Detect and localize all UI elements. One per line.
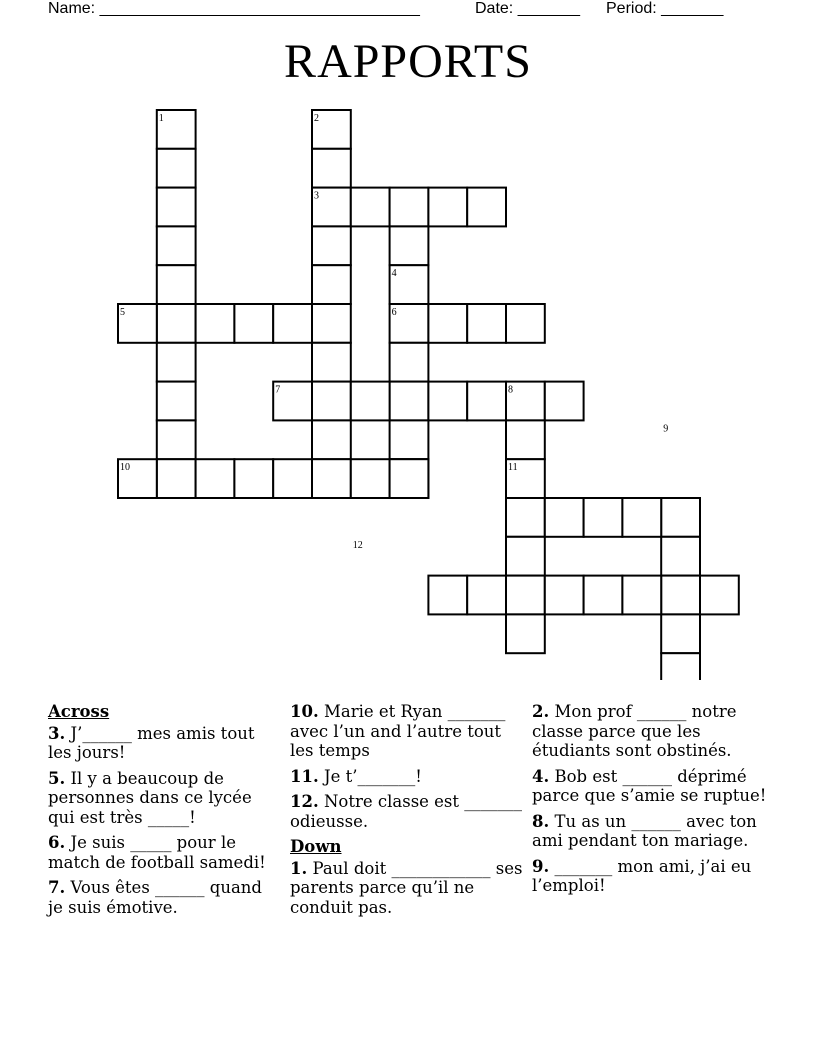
grid-cell[interactable] xyxy=(506,420,545,459)
grid-cell[interactable] xyxy=(661,498,700,537)
cell-number: 1 xyxy=(158,113,164,124)
grid-cell[interactable] xyxy=(312,343,351,382)
grid-cell[interactable] xyxy=(312,382,351,421)
clue-down-8 xyxy=(532,812,778,851)
date-field-label: Date: _______ xyxy=(475,0,580,17)
cell-number: 5 xyxy=(120,307,125,318)
grid-cell[interactable] xyxy=(390,459,429,498)
grid-cell[interactable] xyxy=(661,614,700,653)
name-field-label: Name: ____________________________________ xyxy=(48,0,420,17)
grid-cell[interactable] xyxy=(467,188,506,227)
clue-text: _______ mon ami, j’ai eu l’emploi! xyxy=(532,856,752,895)
grid-cell[interactable] xyxy=(312,420,351,459)
grid-cell[interactable] xyxy=(428,188,467,227)
clue-text: Mon prof ______ notre classe parce que les étudiants sont obstinés. xyxy=(532,702,737,760)
clue-number: 8. xyxy=(532,811,550,831)
across-heading: Across xyxy=(48,702,110,721)
grid-cell[interactable] xyxy=(157,226,196,265)
grid-cell[interactable] xyxy=(661,576,700,615)
grid-cell[interactable] xyxy=(506,498,545,537)
grid-cell[interactable] xyxy=(584,498,623,537)
clue-number: 1. xyxy=(290,858,308,878)
grid-cell[interactable] xyxy=(157,304,196,343)
grid-cell[interactable] xyxy=(428,576,467,615)
clue-number: 12. xyxy=(290,792,319,811)
clue-number: 9. xyxy=(532,856,550,876)
grid-cell[interactable] xyxy=(312,459,351,498)
grid-cell[interactable] xyxy=(661,653,700,680)
clue-number: 11. xyxy=(290,766,319,786)
cell-number: 4 xyxy=(391,268,397,280)
clue-down-4 xyxy=(532,767,778,806)
grid-cell[interactable] xyxy=(622,576,661,615)
clue-text: Il y a beaucoup de personnes dans ce lycée qui est très _____! xyxy=(48,768,252,827)
clue-text: Je t’_______! xyxy=(323,766,422,786)
clue-text: J’______ mes amis tout les jours! xyxy=(48,723,255,762)
grid-cell[interactable] xyxy=(351,459,390,498)
period-field-label: Period: _______ xyxy=(606,0,724,17)
cell-number: 12 xyxy=(352,539,363,551)
clue-text: Paul doit ____________ ses parents parce qu’il ne conduit pas. xyxy=(290,858,523,917)
grid-cell[interactable] xyxy=(196,304,235,343)
grid-cell[interactable] xyxy=(506,537,545,576)
clues-column-2 xyxy=(290,702,526,923)
grid-cell[interactable] xyxy=(390,226,429,265)
clue-across-12 xyxy=(290,792,526,831)
cell-number: 3 xyxy=(314,190,319,202)
grid-cell[interactable] xyxy=(545,576,584,615)
clue-across-3 xyxy=(48,724,280,763)
grid-cell[interactable] xyxy=(312,265,351,304)
grid-cell[interactable] xyxy=(428,382,467,421)
clue-number: 10. xyxy=(290,702,319,721)
grid-cell[interactable] xyxy=(700,576,739,615)
grid-cell[interactable] xyxy=(157,265,196,304)
clue-down-9 xyxy=(532,857,778,896)
clue-text: Vous êtes ______ quand je suis émotive. xyxy=(48,878,262,917)
cell-number: 11 xyxy=(508,462,518,474)
grid-cell[interactable] xyxy=(390,343,429,382)
clue-text: Je suis _____ pour le match de football samedi! xyxy=(48,833,266,872)
grid-cell[interactable] xyxy=(467,304,506,343)
clue-number: 4. xyxy=(532,766,550,786)
clues-column-1 xyxy=(48,702,280,923)
clues-column-3 xyxy=(532,702,778,902)
grid-cell[interactable] xyxy=(273,304,312,343)
grid-cell[interactable] xyxy=(157,343,196,382)
clue-number: 5. xyxy=(48,768,66,788)
grid-cell[interactable] xyxy=(390,382,429,421)
grid-cell[interactable] xyxy=(312,304,351,343)
grid-cell[interactable] xyxy=(506,614,545,653)
grid-cell[interactable] xyxy=(390,188,429,227)
grid-cell[interactable] xyxy=(506,576,545,615)
clue-down-2 xyxy=(532,702,778,761)
grid-cell[interactable] xyxy=(157,149,196,188)
grid-cell[interactable] xyxy=(234,304,273,343)
grid-cell[interactable] xyxy=(157,188,196,227)
grid-cell[interactable] xyxy=(467,576,506,615)
grid-cell[interactable] xyxy=(584,576,623,615)
grid-cell[interactable] xyxy=(545,382,584,421)
clue-across-7 xyxy=(48,878,280,917)
clue-text: Bob est ______ déprimé parce que s’amie se ruptue! xyxy=(532,766,767,805)
grid-cell[interactable] xyxy=(428,304,467,343)
clue-text: Marie et Ryan _______ avec l’un and l’autre tout les temps xyxy=(290,702,506,760)
grid-cell[interactable] xyxy=(390,420,429,459)
cell-number: 8 xyxy=(508,384,513,396)
clue-number: 7. xyxy=(48,878,66,897)
clue-text: Notre classe est _______ odieusse. xyxy=(290,792,523,831)
cell-number: 2 xyxy=(314,113,319,124)
clue-number: 3. xyxy=(48,723,66,743)
grid-cell[interactable] xyxy=(506,304,545,343)
grid-cell[interactable] xyxy=(273,459,312,498)
cell-number: 9 xyxy=(663,423,669,435)
clue-text: Tu as un ______ avec ton ami pendant ton mariage. xyxy=(532,811,757,850)
clue-across-6 xyxy=(48,833,280,872)
grid-cell[interactable] xyxy=(234,459,273,498)
clue-down-1 xyxy=(290,859,526,918)
grid-cell[interactable] xyxy=(351,188,390,227)
grid-cell[interactable] xyxy=(312,226,351,265)
clue-number: 2. xyxy=(532,702,550,721)
grid-cell[interactable] xyxy=(467,382,506,421)
cell-number: 6 xyxy=(391,307,397,318)
cell-number: 10 xyxy=(120,462,130,474)
clue-across-10 xyxy=(290,702,526,761)
clue-across-5 xyxy=(48,769,280,828)
grid-cell[interactable] xyxy=(661,537,700,576)
clue-across-11 xyxy=(290,767,526,787)
page-title: RAPPORTS xyxy=(284,35,532,88)
down-heading: Down xyxy=(290,837,342,856)
cell-number: 7 xyxy=(275,384,281,396)
grid-cell[interactable] xyxy=(622,498,661,537)
grid-cell[interactable] xyxy=(157,382,196,421)
grid-cell[interactable] xyxy=(157,459,196,498)
grid-cell[interactable] xyxy=(545,498,584,537)
grid-cell[interactable] xyxy=(312,149,351,188)
clue-number: 6. xyxy=(48,833,66,852)
grid-cell[interactable] xyxy=(196,459,235,498)
grid-cell[interactable] xyxy=(351,382,390,421)
grid-cell[interactable] xyxy=(157,420,196,459)
